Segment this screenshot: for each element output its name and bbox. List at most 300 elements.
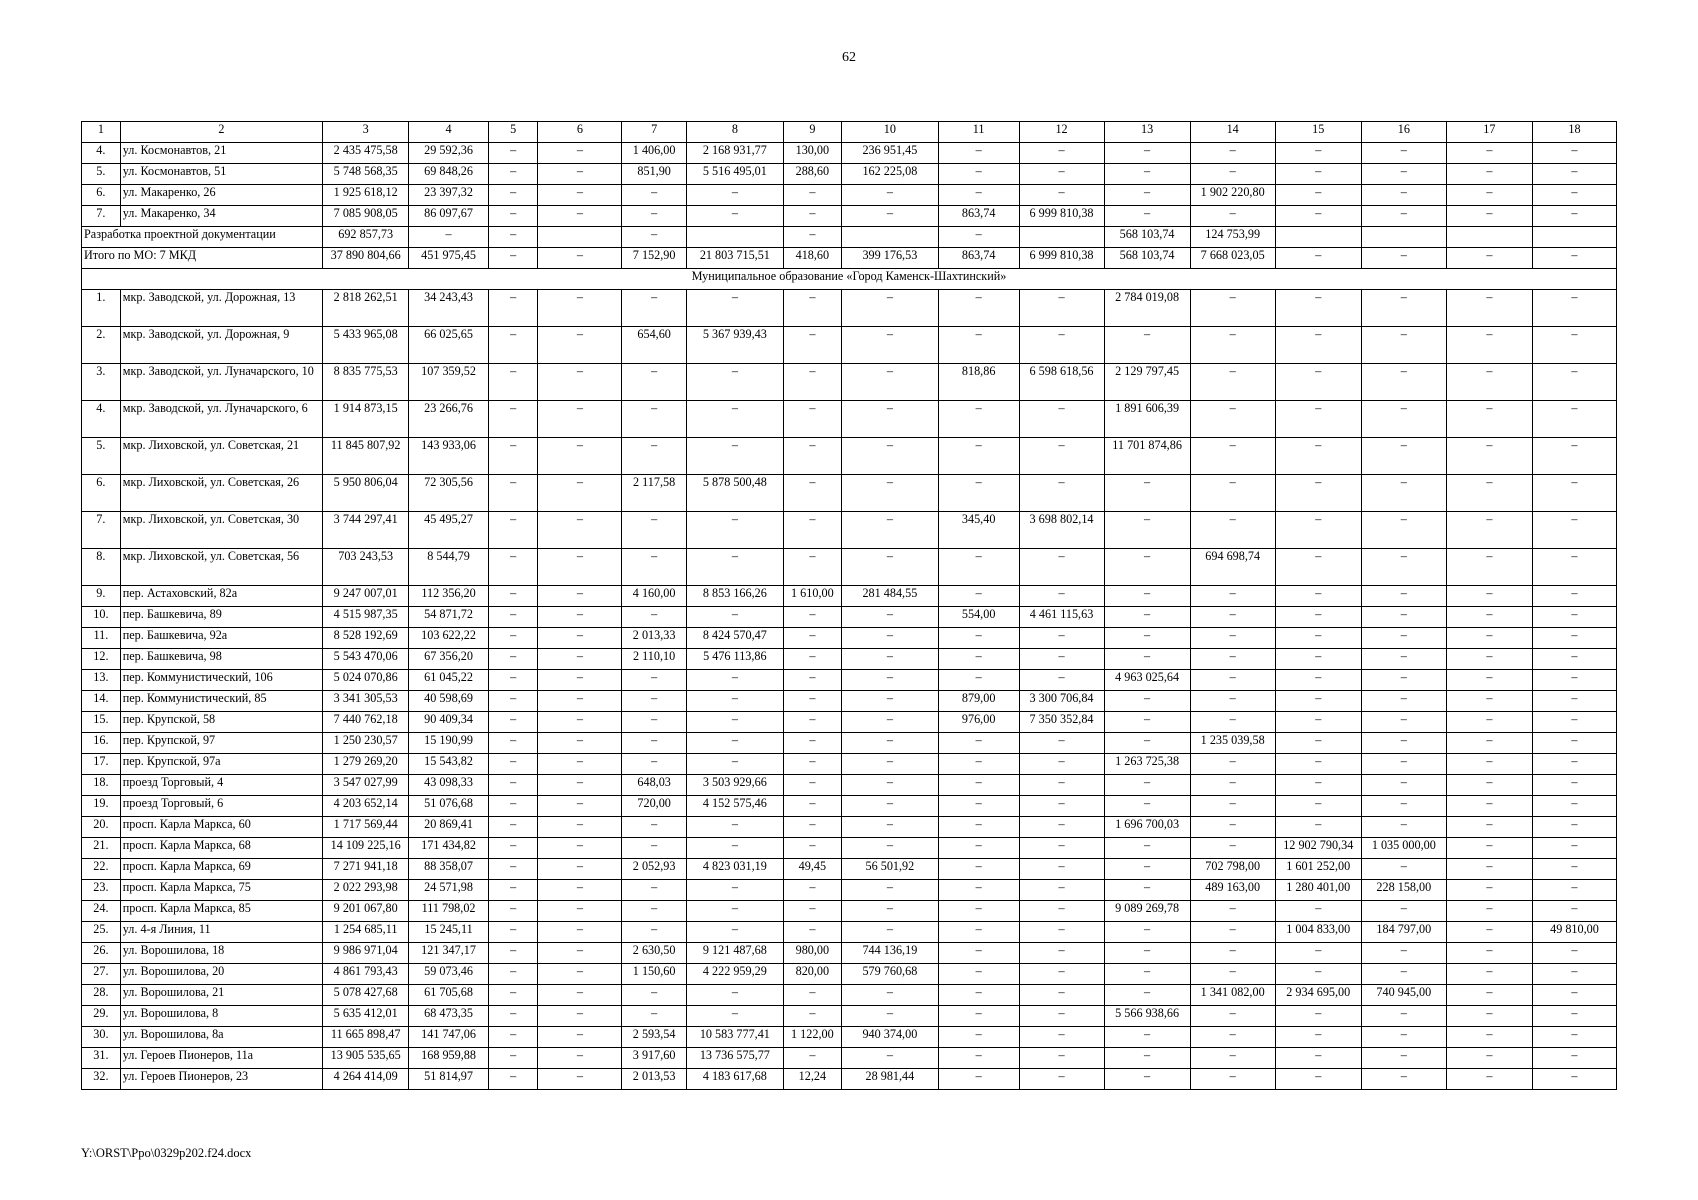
table-cell: 3 503 929,66 [686, 775, 783, 796]
table-cell: – [1190, 922, 1275, 943]
table-cell: – [1275, 775, 1361, 796]
table-cell: – [1190, 364, 1275, 401]
table-cell: – [622, 880, 687, 901]
table-cell: 1 235 039,58 [1190, 733, 1275, 754]
table-cell: 2. [82, 327, 121, 364]
table-cell: – [538, 364, 622, 401]
table-cell: – [1361, 943, 1446, 964]
table-cell: 21. [82, 838, 121, 859]
table-cell: 1. [82, 290, 121, 327]
table-cell: 184 797,00 [1361, 922, 1446, 943]
table-cell: – [1104, 143, 1190, 164]
table-cell: – [488, 964, 538, 985]
table-cell: 648,03 [622, 775, 687, 796]
table-row [82, 712, 1617, 733]
table-cell: 4 461 115,63 [1019, 607, 1104, 628]
table-cell: – [622, 754, 687, 775]
table-cell: 9 201 067,80 [323, 901, 409, 922]
table-cell: – [783, 922, 841, 943]
table-cell: – [1019, 475, 1104, 512]
table-cell: 4 963 025,64 [1104, 670, 1190, 691]
table-cell: – [1532, 838, 1616, 859]
table-cell: – [488, 512, 538, 549]
header-cell: 18 [1532, 122, 1616, 143]
table-cell: 14 109 225,16 [323, 838, 409, 859]
file-path-footer: Y:\ORST\Ppo\0329p202.f24.docx [81, 1146, 252, 1160]
table-row [82, 607, 1617, 628]
table-cell: – [938, 880, 1019, 901]
table-cell: 43 098,33 [409, 775, 489, 796]
address-cell: просп. Карла Маркса, 75 [120, 880, 322, 901]
table-cell: – [1446, 775, 1532, 796]
table-cell: – [1275, 206, 1361, 227]
table-cell: – [1532, 754, 1616, 775]
table-cell: – [686, 712, 783, 733]
table-cell: – [1019, 964, 1104, 985]
table-cell: 5 078 427,68 [323, 985, 409, 1006]
table-cell: 9 247 007,01 [323, 586, 409, 607]
table-cell: 28. [82, 985, 121, 1006]
table-cell: – [1532, 290, 1616, 327]
table-cell: – [622, 901, 687, 922]
table-cell: – [1532, 964, 1616, 985]
address-cell: ул. Героев Пионеров, 23 [120, 1069, 322, 1090]
table-cell: – [1361, 670, 1446, 691]
table-cell: 51 076,68 [409, 796, 489, 817]
address-cell: проезд Торговый, 4 [120, 775, 322, 796]
table-cell: 1 610,00 [783, 586, 841, 607]
table-cell: 8 853 166,26 [686, 586, 783, 607]
table-cell: – [488, 164, 538, 185]
address-cell: ул. 4-я Линия, 11 [120, 922, 322, 943]
table-cell: – [1532, 796, 1616, 817]
table-cell: 489 163,00 [1190, 880, 1275, 901]
table-cell: 24. [82, 901, 121, 922]
table-cell: 2 934 695,00 [1275, 985, 1361, 1006]
table-cell: – [1104, 1069, 1190, 1090]
table-cell: – [1190, 401, 1275, 438]
table-cell: – [938, 943, 1019, 964]
table-cell: 141 747,06 [409, 1027, 489, 1048]
table-cell: 5 878 500,48 [686, 475, 783, 512]
table-cell: – [1190, 290, 1275, 327]
table-cell: – [1104, 796, 1190, 817]
section-title: Муниципальное образование «Город Каменск-Шахтинский» [82, 269, 1617, 290]
table-cell: – [938, 775, 1019, 796]
table-cell: 740 945,00 [1361, 985, 1446, 1006]
address-cell: проезд Торговый, 6 [120, 796, 322, 817]
table-cell: – [488, 290, 538, 327]
table-cell: – [1104, 512, 1190, 549]
header-cell: 17 [1446, 122, 1532, 143]
table-cell: – [1019, 838, 1104, 859]
table-cell: 40 598,69 [409, 691, 489, 712]
table-cell: 1 406,00 [622, 143, 687, 164]
table-cell: – [783, 817, 841, 838]
table-cell: – [1190, 649, 1275, 670]
table-cell: – [938, 549, 1019, 586]
table-row [82, 733, 1617, 754]
table-cell: – [938, 922, 1019, 943]
table-cell: – [1361, 586, 1446, 607]
table-cell [1532, 227, 1616, 248]
table-cell: – [538, 628, 622, 649]
table-row [82, 438, 1617, 475]
table-cell: – [622, 712, 687, 733]
table-cell: 19. [82, 796, 121, 817]
table-cell: 1 696 700,03 [1104, 817, 1190, 838]
table-cell: – [1275, 1048, 1361, 1069]
table-cell: – [1446, 901, 1532, 922]
table-cell: 90 409,34 [409, 712, 489, 733]
table-cell: – [1190, 691, 1275, 712]
table-cell: 2 110,10 [622, 649, 687, 670]
table-cell: – [1532, 438, 1616, 475]
table-cell: – [1275, 796, 1361, 817]
table-cell: 26. [82, 943, 121, 964]
table-cell: 851,90 [622, 164, 687, 185]
table-cell: – [1275, 401, 1361, 438]
table-cell: – [1019, 796, 1104, 817]
table-cell: – [1532, 901, 1616, 922]
table-cell: – [1361, 775, 1446, 796]
table-cell: – [488, 985, 538, 1006]
table-cell: – [841, 290, 938, 327]
table-cell: – [938, 164, 1019, 185]
header-cell: 5 [488, 122, 538, 143]
table-cell: – [938, 1006, 1019, 1027]
table-cell: – [1104, 164, 1190, 185]
table-cell: – [488, 712, 538, 733]
address-cell: мкр. Заводской, ул. Луначарского, 6 [120, 401, 322, 438]
table-cell: – [1361, 290, 1446, 327]
table-cell: – [783, 206, 841, 227]
table-cell: – [1275, 817, 1361, 838]
table-cell: 27. [82, 964, 121, 985]
table-row [82, 817, 1617, 838]
table-cell: – [1275, 712, 1361, 733]
table-cell: – [488, 943, 538, 964]
table-cell: 7. [82, 206, 121, 227]
table-cell: – [938, 670, 1019, 691]
table-cell: – [1532, 649, 1616, 670]
table-cell: – [622, 206, 687, 227]
table-cell: – [841, 364, 938, 401]
table-cell: – [1361, 1069, 1446, 1090]
table-cell: – [1190, 775, 1275, 796]
table-cell: 2 013,53 [622, 1069, 687, 1090]
table-cell: – [1190, 1027, 1275, 1048]
table-cell: – [841, 628, 938, 649]
table-row [82, 859, 1617, 880]
table-cell: – [538, 164, 622, 185]
table-cell: – [938, 227, 1019, 248]
header-cell: 15 [1275, 122, 1361, 143]
table-cell: – [1532, 327, 1616, 364]
table-cell: – [783, 628, 841, 649]
address-cell: пер. Башкевича, 89 [120, 607, 322, 628]
table-cell: 1 341 082,00 [1190, 985, 1275, 1006]
table-cell: – [1361, 549, 1446, 586]
table-cell: – [622, 438, 687, 475]
table-cell [1275, 227, 1361, 248]
header-cell: 11 [938, 122, 1019, 143]
table-cell: 1 150,60 [622, 964, 687, 985]
table-cell: 86 097,67 [409, 206, 489, 227]
table-cell: – [841, 438, 938, 475]
table-cell: – [1275, 586, 1361, 607]
table-cell: – [538, 1006, 622, 1027]
table-row [82, 586, 1617, 607]
table-cell: – [1446, 185, 1532, 206]
table-row [82, 901, 1617, 922]
address-cell: мкр. Заводской, ул. Дорожная, 9 [120, 327, 322, 364]
table-cell: 12 902 790,34 [1275, 838, 1361, 859]
table-cell: 5 433 965,08 [323, 327, 409, 364]
table-cell: – [1446, 586, 1532, 607]
table-cell: 49,45 [783, 859, 841, 880]
table-row [82, 943, 1617, 964]
table-cell: – [1275, 1006, 1361, 1027]
table-cell: – [622, 290, 687, 327]
address-cell: ул. Ворошилова, 8а [120, 1027, 322, 1048]
table-cell: – [488, 143, 538, 164]
table-cell: 29 592,36 [409, 143, 489, 164]
table-cell: – [1104, 691, 1190, 712]
table-cell: – [1446, 475, 1532, 512]
table-cell: – [938, 964, 1019, 985]
table-row [82, 754, 1617, 775]
address-cell: мкр. Лиховской, ул. Советская, 30 [120, 512, 322, 549]
table-cell: 818,86 [938, 364, 1019, 401]
address-cell: просп. Карла Маркса, 60 [120, 817, 322, 838]
table-cell: 162 225,08 [841, 164, 938, 185]
table-cell: – [1019, 985, 1104, 1006]
table-cell: – [1446, 628, 1532, 649]
address-cell: просп. Карла Маркса, 68 [120, 838, 322, 859]
table-cell: 66 025,65 [409, 327, 489, 364]
table-cell: – [622, 1006, 687, 1027]
table-cell: – [1532, 1027, 1616, 1048]
table-cell: – [1446, 143, 1532, 164]
table-cell: 111 798,02 [409, 901, 489, 922]
table-cell: – [1104, 1027, 1190, 1048]
table-cell: 16. [82, 733, 121, 754]
table-cell: 940 374,00 [841, 1027, 938, 1048]
table-cell: – [783, 880, 841, 901]
table-row [82, 1006, 1617, 1027]
table-cell: 14. [82, 691, 121, 712]
table-cell [1361, 227, 1446, 248]
table-cell: 980,00 [783, 943, 841, 964]
table-cell: – [686, 880, 783, 901]
table-cell: – [938, 185, 1019, 206]
table-cell: – [1019, 922, 1104, 943]
table-cell: 3 917,60 [622, 1048, 687, 1069]
table-cell: – [488, 670, 538, 691]
table-cell: – [686, 401, 783, 438]
table-cell: 143 933,06 [409, 438, 489, 475]
table-cell: – [538, 512, 622, 549]
address-cell: мкр. Лиховской, ул. Советская, 26 [120, 475, 322, 512]
table-cell: – [686, 670, 783, 691]
table-cell: – [1532, 586, 1616, 607]
table-cell: 2 117,58 [622, 475, 687, 512]
table-cell: – [488, 733, 538, 754]
table-cell: – [841, 670, 938, 691]
table-cell: – [783, 327, 841, 364]
table-cell: – [538, 1027, 622, 1048]
table-cell: 3 341 305,53 [323, 691, 409, 712]
table-cell: 4 264 414,09 [323, 1069, 409, 1090]
table-cell: – [686, 607, 783, 628]
table-cell: – [1361, 1027, 1446, 1048]
table-cell: – [1446, 248, 1532, 269]
table-cell: – [938, 438, 1019, 475]
table-cell: – [1104, 586, 1190, 607]
table-cell: 7 271 941,18 [323, 859, 409, 880]
table-cell: 451 975,45 [409, 248, 489, 269]
table-cell: – [488, 438, 538, 475]
table-cell: – [783, 796, 841, 817]
table-cell: – [488, 607, 538, 628]
table-cell: – [1446, 649, 1532, 670]
table-cell: 5 367 939,43 [686, 327, 783, 364]
table-row [82, 290, 1617, 327]
table-cell: – [1532, 364, 1616, 401]
table-cell: 107 359,52 [409, 364, 489, 401]
table-cell: – [1361, 364, 1446, 401]
table-cell: 1 122,00 [783, 1027, 841, 1048]
table-cell: – [938, 401, 1019, 438]
table-cell: 72 305,56 [409, 475, 489, 512]
table-cell: – [1190, 1048, 1275, 1069]
table-cell: – [1019, 549, 1104, 586]
table-cell: 2 129 797,45 [1104, 364, 1190, 401]
table-cell: – [1190, 512, 1275, 549]
table-cell: – [686, 817, 783, 838]
table-cell: 5 024 070,86 [323, 670, 409, 691]
table-cell: – [841, 512, 938, 549]
table-cell: 13 905 535,65 [323, 1048, 409, 1069]
table-cell: 7 350 352,84 [1019, 712, 1104, 733]
table-cell: – [686, 901, 783, 922]
table-cell: – [1019, 670, 1104, 691]
table-cell: – [938, 817, 1019, 838]
table-cell: – [841, 754, 938, 775]
table-cell: – [841, 922, 938, 943]
table-cell: – [1361, 438, 1446, 475]
header-row [82, 122, 1617, 143]
table-cell: – [1190, 164, 1275, 185]
table-cell: 13 736 575,77 [686, 1048, 783, 1069]
table-cell: – [783, 227, 841, 248]
table-cell: 171 434,82 [409, 838, 489, 859]
address-cell: пер. Башкевича, 98 [120, 649, 322, 670]
address-cell: просп. Карла Маркса, 85 [120, 901, 322, 922]
table-cell: 9. [82, 586, 121, 607]
table-cell: – [1446, 1048, 1532, 1069]
table-cell: – [538, 401, 622, 438]
address-cell: ул. Ворошилова, 20 [120, 964, 322, 985]
table-cell: 6 999 810,38 [1019, 248, 1104, 269]
table-cell: – [1019, 586, 1104, 607]
table-cell: 2 168 931,77 [686, 143, 783, 164]
table-cell: – [686, 1006, 783, 1027]
table-row [82, 327, 1617, 364]
table-cell [1446, 227, 1532, 248]
table-cell: 13. [82, 670, 121, 691]
table-row [82, 775, 1617, 796]
table-cell: 20. [82, 817, 121, 838]
address-cell: ул. Макаренко, 26 [120, 185, 322, 206]
table-cell: 820,00 [783, 964, 841, 985]
header-cell: 14 [1190, 122, 1275, 143]
table-cell: – [1275, 248, 1361, 269]
table-cell: 88 358,07 [409, 859, 489, 880]
table-cell: 12. [82, 649, 121, 670]
table-cell: – [538, 649, 622, 670]
table-cell: 579 760,68 [841, 964, 938, 985]
table-cell: – [841, 401, 938, 438]
table-cell: 31. [82, 1048, 121, 1069]
table-cell: – [1019, 1069, 1104, 1090]
address-cell: ул. Космонавтов, 51 [120, 164, 322, 185]
table-cell: – [686, 549, 783, 586]
table-cell: – [783, 607, 841, 628]
header-cell: 13 [1104, 122, 1190, 143]
table-cell: – [488, 901, 538, 922]
table-cell: – [488, 1027, 538, 1048]
table-cell: 692 857,73 [323, 227, 409, 248]
table-cell: – [1275, 1069, 1361, 1090]
table-cell: 51 814,97 [409, 1069, 489, 1090]
address-cell: пер. Коммунистический, 106 [120, 670, 322, 691]
table-cell: 49 810,00 [1532, 922, 1616, 943]
table-cell: – [841, 985, 938, 1006]
table-cell: – [538, 475, 622, 512]
table-cell: – [488, 549, 538, 586]
table-cell: 103 622,22 [409, 628, 489, 649]
table-cell: – [783, 185, 841, 206]
table-cell: 345,40 [938, 512, 1019, 549]
table-cell: – [1361, 185, 1446, 206]
table-cell: 54 871,72 [409, 607, 489, 628]
table-cell: 18. [82, 775, 121, 796]
table-cell: – [938, 754, 1019, 775]
table-cell: – [783, 1048, 841, 1069]
table-cell: – [1275, 438, 1361, 475]
table-cell: – [1361, 1006, 1446, 1027]
table-cell: – [686, 985, 783, 1006]
table-cell: 2 784 019,08 [1104, 290, 1190, 327]
address-cell: пер. Астаховский, 82а [120, 586, 322, 607]
table-row [82, 649, 1617, 670]
table-cell: 1 891 606,39 [1104, 401, 1190, 438]
table-cell: – [1019, 1048, 1104, 1069]
table-cell: – [1532, 880, 1616, 901]
table-cell: – [538, 754, 622, 775]
table-cell: 281 484,55 [841, 586, 938, 607]
table-cell: 879,00 [938, 691, 1019, 712]
table-cell: – [488, 227, 538, 248]
table-cell: – [538, 248, 622, 269]
table-cell: – [783, 364, 841, 401]
table-cell: 2 013,33 [622, 628, 687, 649]
table-cell: 67 356,20 [409, 649, 489, 670]
table-cell: 702 798,00 [1190, 859, 1275, 880]
table-cell: – [686, 438, 783, 475]
